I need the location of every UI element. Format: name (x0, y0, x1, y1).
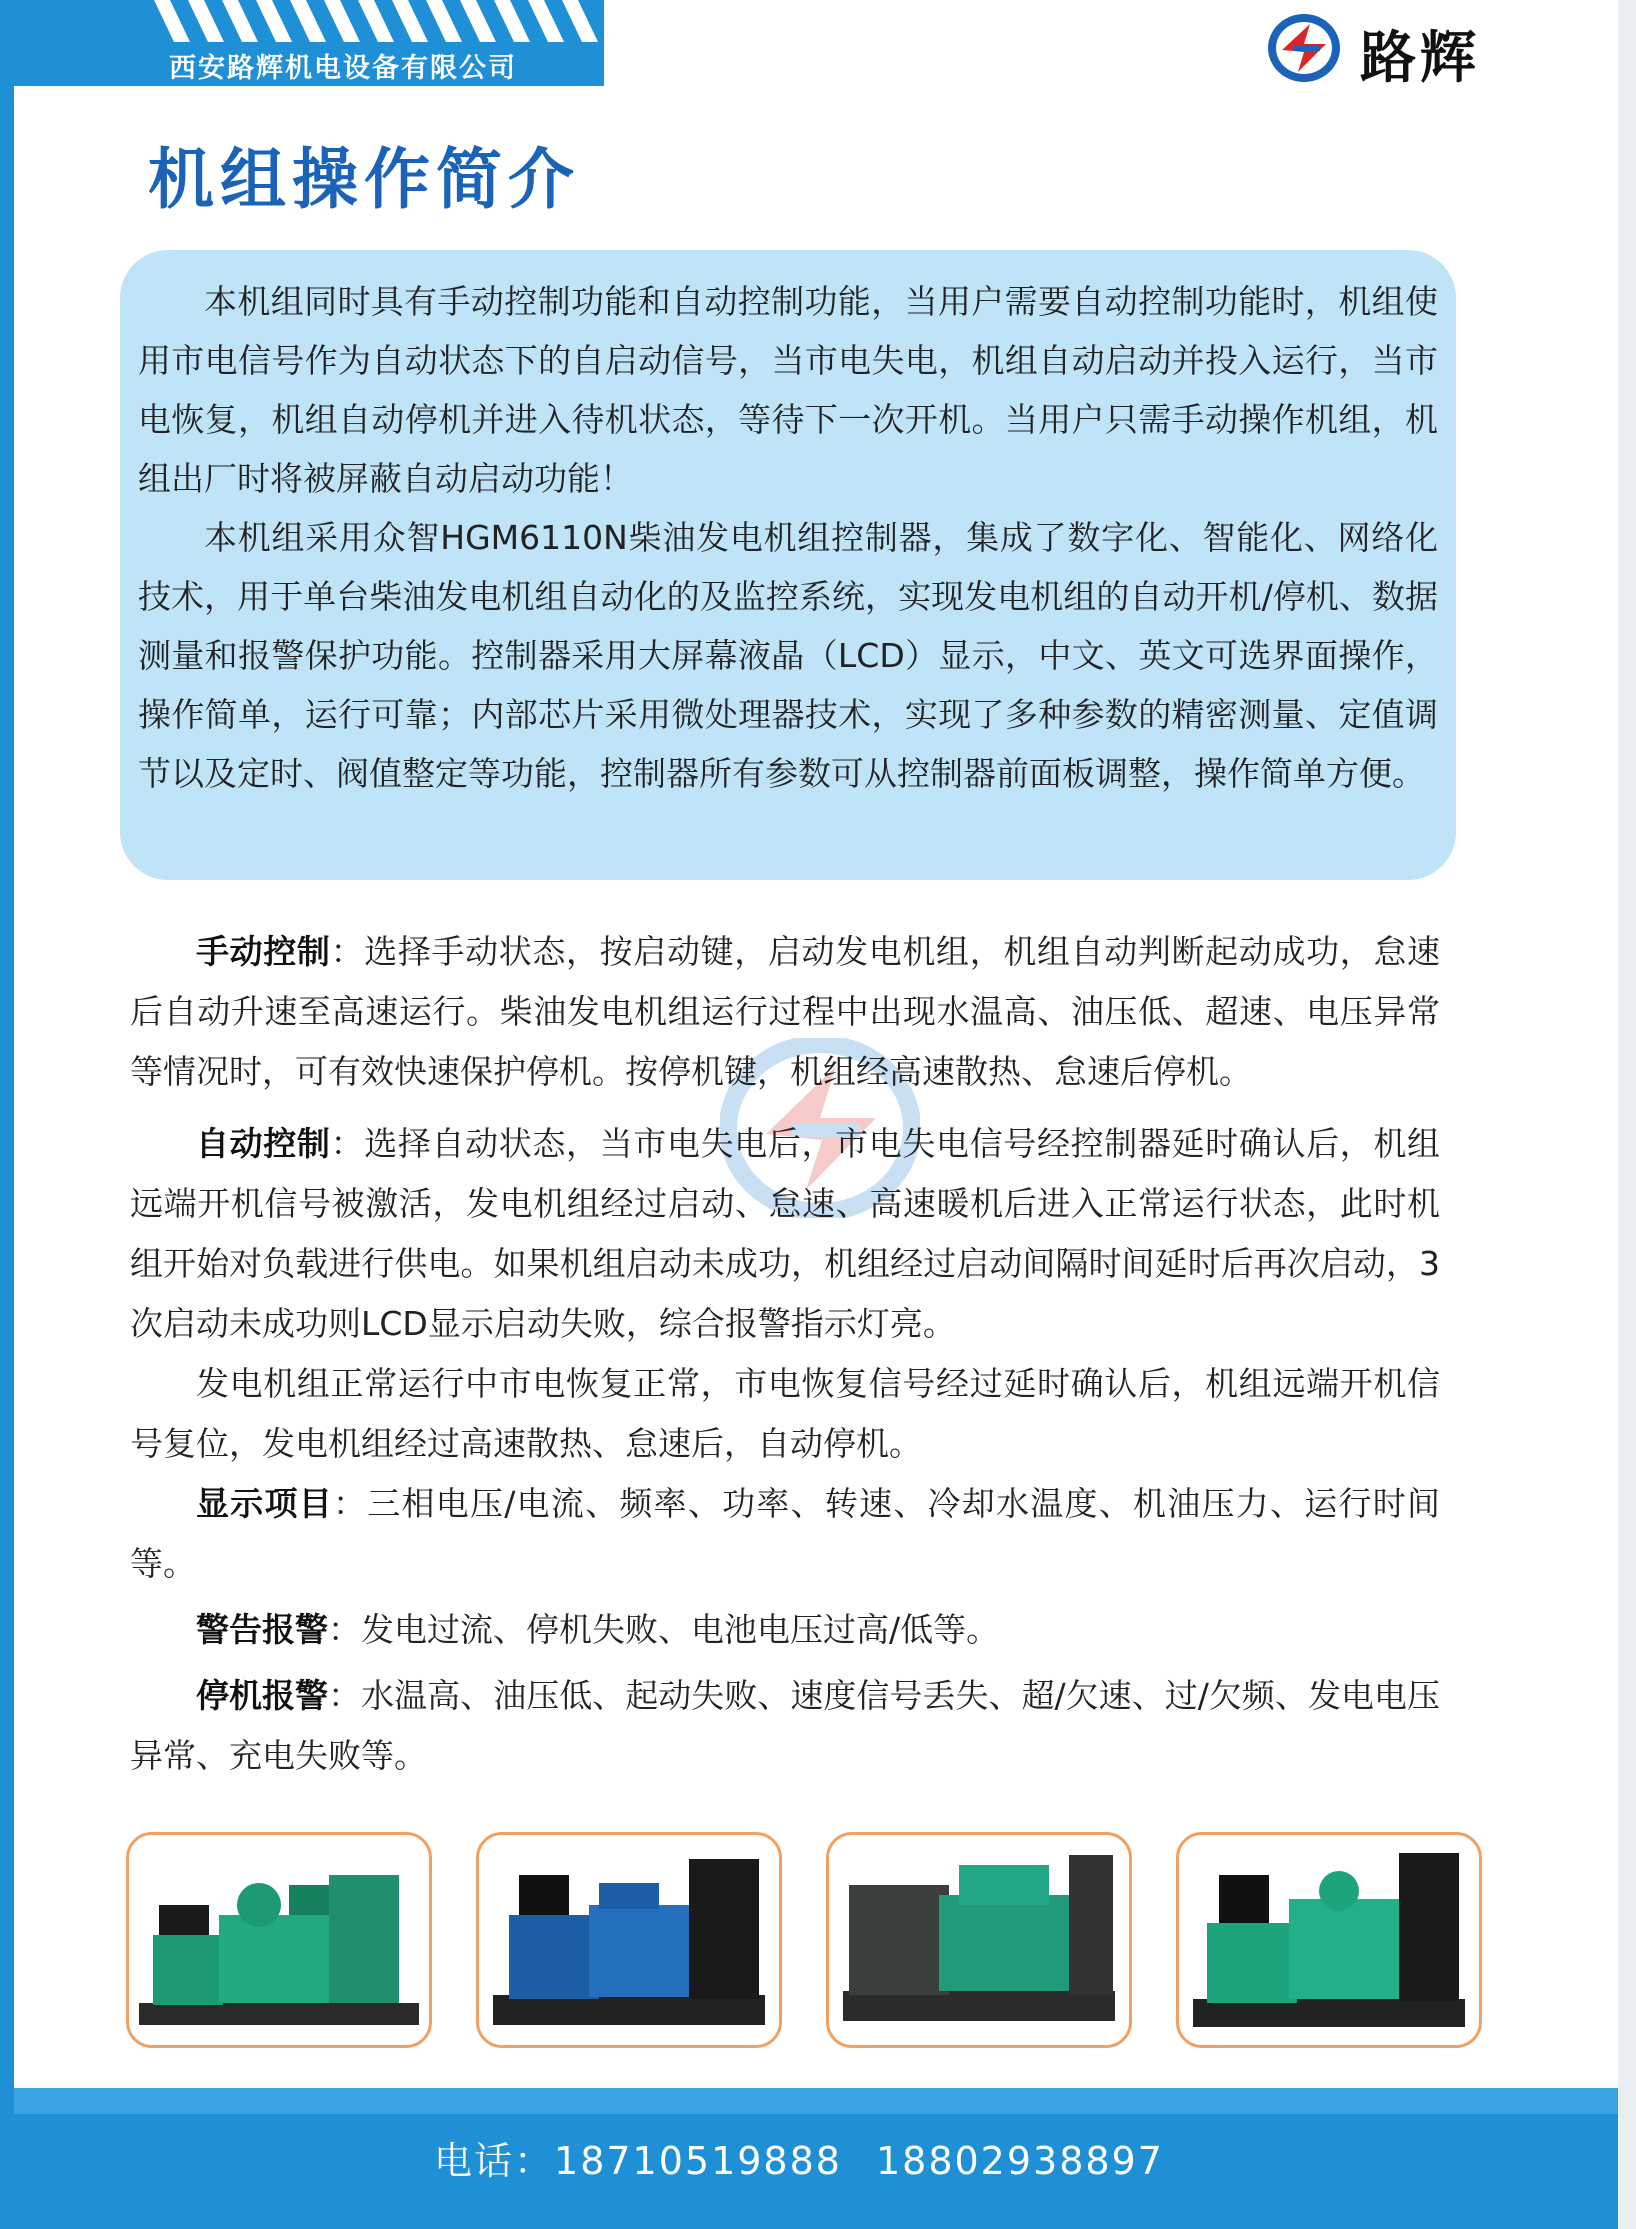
product-image-4 (1176, 1832, 1482, 2048)
phone-number-2: 18802938897 (875, 2139, 1164, 2183)
auto-control-paragraph (130, 1114, 1440, 1354)
auto-control-label: 自动控制 (196, 1124, 331, 1163)
display-items-label: 显示项目 (196, 1484, 333, 1523)
product-gallery (120, 1832, 1480, 2052)
product-image-3 (826, 1832, 1132, 2048)
product-image-1 (126, 1832, 432, 2048)
intro-paragraph-1: 本机组同时具有手动控制功能和自动控制功能，当用户需要自动控制功能时，机组使用市电信号作为自动状态下的自启动信号，当市电失电，机组自动启动并投入运行，当市电恢复，机组自动停机并进入待机状态，等待下一次开机。当用户只需手动操作机组，机组出厂时将被屏蔽自动启动功能！ (138, 282, 1438, 498)
body-text (130, 922, 1440, 1786)
shutdown-alarm-label: 停机报警 (196, 1676, 329, 1715)
footer-phone (434, 2130, 1164, 2185)
page-title: 机组操作简介 (148, 141, 580, 218)
intro-box (120, 250, 1456, 880)
shutdown-alarm-paragraph (130, 1666, 1440, 1786)
product-image-2 (476, 1832, 782, 2048)
generator-4-illustration (1179, 1835, 1479, 2045)
warning-alarm-text: ：发电过流、停机失败、电池电压过高/低等。 (328, 1610, 1000, 1649)
display-items-text: ：三相电压/电流、频率、功率、转速、冷却水温度、机油压力、运行时间等。 (130, 1484, 1441, 1583)
phone-number-1: 18710519888 (554, 2139, 842, 2183)
company-name: 西安路辉机电设备有限公司 (169, 53, 517, 84)
header (14, 0, 1618, 90)
restore-paragraph: 发电机组正常运行中市电恢复正常，市电恢复信号经过延时确认后，机组远端开机信号复位，发电机组经过高速散热、怠速后，自动停机。 (130, 1364, 1440, 1463)
left-page-edge (0, 0, 14, 2229)
logo-mark-icon (1264, 10, 1344, 86)
manual-control-text: ：选择手动状态，按启动键，启动发电机组，机组自动判断起动成功，怠速后自动升速至高速运行。柴油发电机组运行过程中出现水温高、油压低、超速、电压异常等情况时，可有效快速保护停机。按停机键，机组经高速散热、怠速后停机。 (130, 932, 1441, 1091)
generator-2-illustration (479, 1835, 779, 2045)
header-stripes (154, 0, 604, 42)
logo-text: 路辉 (1360, 26, 1480, 91)
header-band (14, 0, 604, 86)
footer-band-top (14, 2088, 1618, 2114)
warning-alarm-paragraph (130, 1600, 1440, 1660)
display-items-paragraph (130, 1474, 1440, 1594)
auto-control-text: ：选择自动状态，当市电失电后，市电失电信号经控制器延时确认后，机组远端开机信号被激活，发电机组经过启动、怠速、高速暖机后进入正常运行状态，此时机组开始对负载进行供电。如果机组启动未成功，机组经过启动间隔时间延时后再次启动，3次启动未成功则LCD显示启动失败，综合报警指示灯亮。 (130, 1124, 1441, 1343)
generator-1-illustration (129, 1835, 429, 2045)
intro-paragraph-2: 本机组采用众智HGM6110N柴油发电机组控制器，集成了数字化、智能化、网络化技术，用于单台柴油发电机组自动化的及监控系统，实现发电机组的自动开机/停机、数据测量和报警保护功能。控制器采用大屏幕液晶（LCD）显示，中文、英文可选界面操作，操作简单，运行可靠；内部芯片采用微处理器技术，实现了多种参数的精密测量、定值调节以及定时、阀值整定等功能，控制器所有参数可从控制器前面板调整，操作简单方便。 (138, 518, 1438, 793)
manual-control-paragraph (130, 922, 1440, 1102)
intro-text (138, 272, 1438, 803)
company-logo (1264, 10, 1524, 91)
generator-3-illustration (829, 1835, 1129, 2045)
warning-alarm-label: 警告报警 (196, 1610, 328, 1649)
phone-label: 电话： (434, 2139, 555, 2183)
shutdown-alarm-text: ：水温高、油压低、起动失败、速度信号丢失、超/欠速、过/欠频、发电电压异常、充电失败等。 (130, 1676, 1441, 1775)
right-page-edge (1618, 0, 1636, 2229)
footer (14, 2088, 1618, 2229)
manual-control-label: 手动控制 (196, 932, 331, 971)
